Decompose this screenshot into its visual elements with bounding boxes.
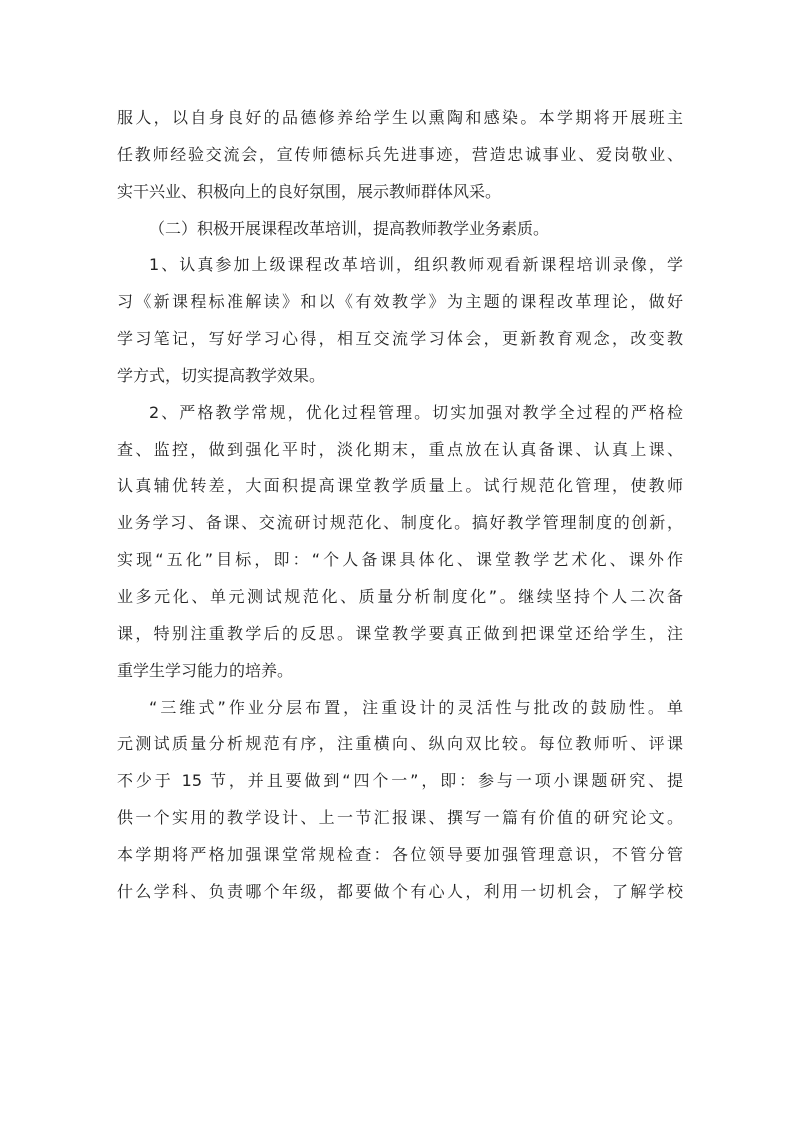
paragraph-line: 元测试质量分析规范有序，注重横向、纵向双比较。每位教师听、评课 <box>117 734 683 754</box>
section-heading: （二）积极开展课程改革培训，提高教师教学业务素质。 <box>149 218 550 238</box>
paragraph-line: 任教师经验交流会，宣传师德标兵先进事迹，营造忠诚事业、爱岗敬业、 <box>117 144 683 164</box>
paragraph-line: 学方式，切实提高教学效果。 <box>117 365 326 385</box>
paragraph-line: 实现“五化”目标，即：“个人备课具体化、课堂教学艺术化、课外作 <box>117 550 683 570</box>
paragraph-line: 课，特别注重教学后的反思。课堂教学要真正做到把课堂还给学生，注 <box>117 623 683 643</box>
paragraph-line: 学习笔记，写好学习心得，相互交流学习体会，更新教育观念，改变教 <box>117 329 683 349</box>
paragraph-line: 服人，以自身良好的品德修养给学生以熏陶和感染。本学期将开展班主 <box>117 108 683 127</box>
paragraph-line: 1、认真参加上级课程改革培训，组织教师观看新课程培训录像，学 <box>149 255 683 275</box>
paragraph-line: 业多元化、单元测试规范化、质量分析制度化”。继续坚持个人二次备 <box>117 586 683 606</box>
paragraph-line: 本学期将严格加强课堂常规检查：各位领导要加强管理意识，不管分管 <box>117 844 683 864</box>
paragraph-line: 重学生学习能力的培养。 <box>117 660 294 680</box>
body-text <box>117 104 683 915</box>
paragraph-line: “三维式”作业分层布置，注重设计的灵活性与批改的鼓励性。单 <box>149 697 683 717</box>
paragraph-line: 什么学科、负责哪个年级，都要做个有心人，利用一切机会，了解学校 <box>117 881 683 901</box>
paragraph-line: 不少于 15 节，并且要做到“四个一”，即：参与一项小课题研究、提 <box>117 771 683 791</box>
paragraph-line: 业务学习、备课、交流研讨规范化、制度化。搞好教学管理制度的创新， <box>117 513 683 533</box>
paragraph-line: 实干兴业、积极向上的良好氛围，展示教师群体风采。 <box>117 181 502 201</box>
paragraph-line: 习《新课程标准解读》和以《有效教学》为主题的课程改革理论，做好 <box>117 292 683 312</box>
paragraph-line: 2、严格教学常规，优化过程管理。切实加强对教学全过程的严格检 <box>149 402 683 422</box>
paragraph-line: 查、监控，做到强化平时，淡化期末，重点放在认真备课、认真上课、 <box>117 439 683 459</box>
paragraph-line: 认真辅优转差，大面积提高课堂教学质量上。试行规范化管理，使教师 <box>117 476 683 496</box>
paragraph-line: 供一个实用的教学设计、上一节汇报课、撰写一篇有价值的研究论文。 <box>117 808 683 828</box>
